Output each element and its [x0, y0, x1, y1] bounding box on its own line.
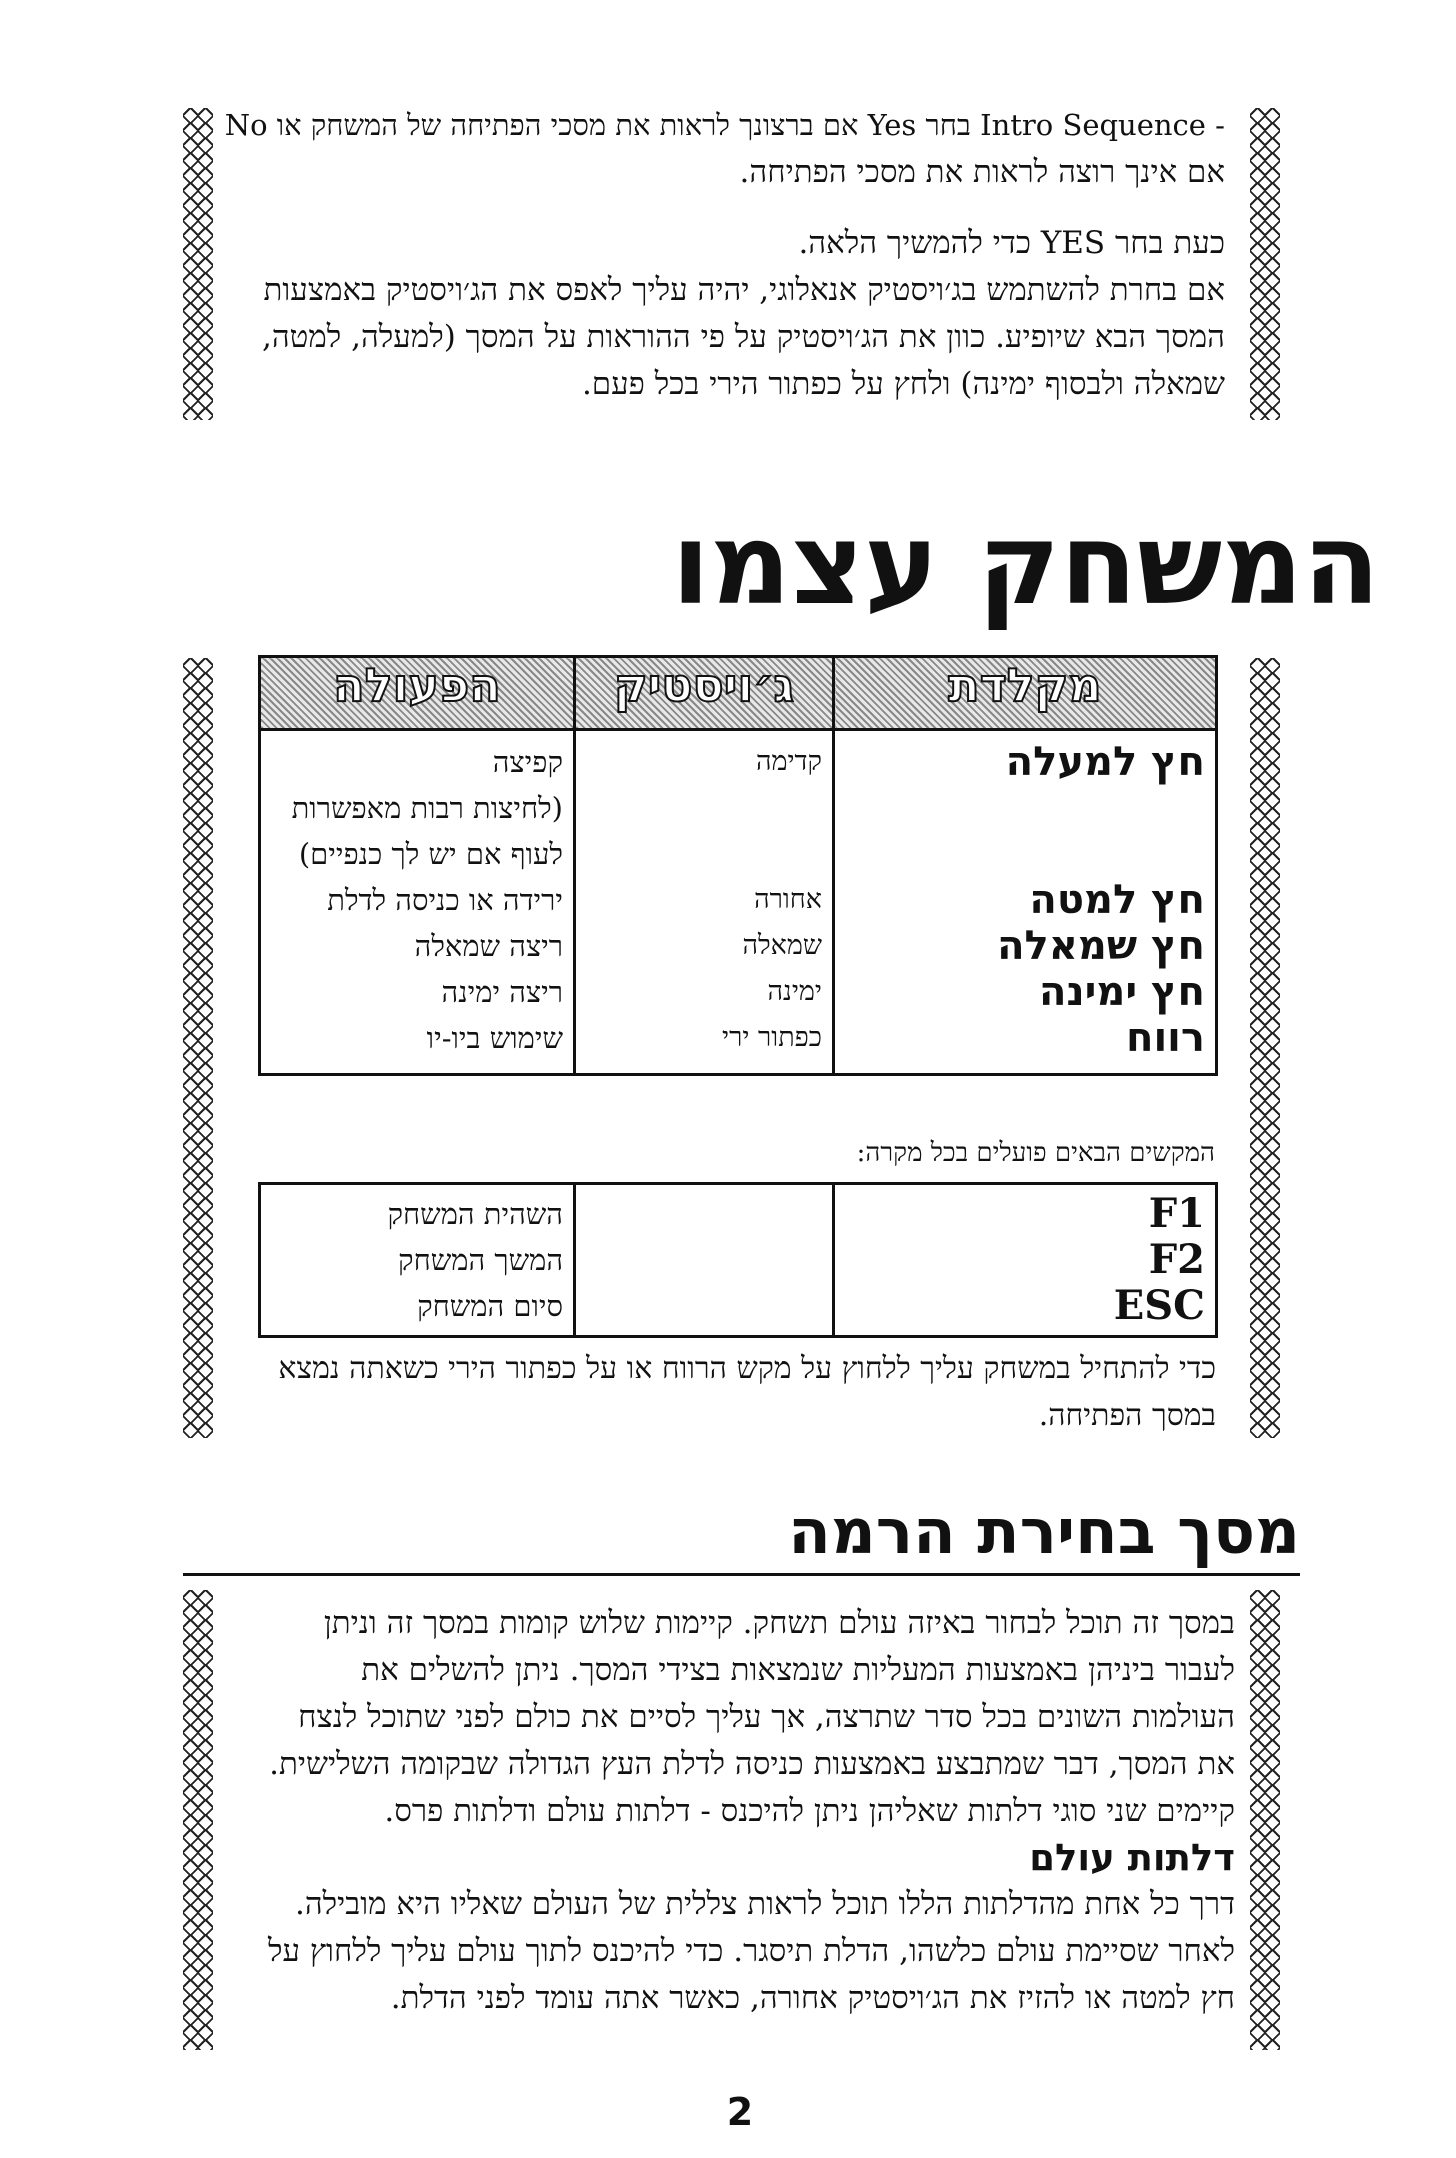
level-section-title: מסך בחירת הרמה [788, 1495, 1300, 1568]
fkeys-row [260, 1184, 1217, 1337]
key-spacer-1 [845, 785, 1205, 831]
joy-back: אחורה [754, 884, 822, 915]
action-run-left: ריצה שמאלה [414, 929, 563, 963]
fkeys-joystick-column [575, 1184, 834, 1337]
fkeys-table [258, 1182, 1218, 1338]
header-keyboard: מקלדת [834, 657, 1217, 730]
intro-line-2: אם אינך רוצה לראות את מסכי הפתיחה. [739, 154, 1225, 190]
intro-line-6: שמאלה ולבסוף ימינה) ולחץ על כפתור הירי בכל פעם. [581, 366, 1225, 402]
keyboard-column [834, 730, 1217, 1075]
controls-table [258, 655, 1218, 1076]
world-doors-line-1: דרך כל אחת מהדלתות הללו תוכל לראות צללית של העולם שאליו היא מובילה. [294, 1886, 1235, 1922]
world-doors-line-2: לאחר שסיימת עולם כלשהו, הדלת תיסגר. כדי להיכנס לתוך עולם עליך ללחוץ על [268, 1933, 1235, 1969]
key-right: חץ ימינה [1039, 969, 1205, 1015]
controls-body-row [260, 730, 1217, 1075]
game-title: המשחק עצמו [671, 500, 1380, 630]
page-number: 2 [726, 2090, 754, 2134]
joy-spacer-2 [586, 831, 822, 877]
fkeys-key-column [834, 1184, 1217, 1337]
world-doors-line-3: חץ למטה או להזיז את הג׳ויסטיק אחורה, כאשר אתה עומד לפני הדלת. [390, 1980, 1235, 2016]
key-space: רווח [1125, 1015, 1205, 1061]
fkey-resume: המשך המשחק [398, 1243, 563, 1277]
intro-line-1: - Intro Sequence בחר Yes אם ברצונך לראות את מסכי הפתיחה של המשחק או No [224, 108, 1225, 142]
action-jump-note-1: (לחיצות רבות מאפשרות [291, 791, 563, 825]
level-para-line-4: את המסך, דבר שמתבצע באמצעות כניסה לדלת העץ הגדולה שבקומה השלישית. [269, 1746, 1235, 1782]
intro-line-5: המסך הבא שיופיע. כוון את הג׳ויסטיק על פי ההוראות על המסך (למעלה, למטה, [261, 319, 1225, 355]
key-up: חץ למעלה [1005, 739, 1205, 785]
fkey-quit: סיום המשחק [417, 1289, 563, 1323]
controls-header-row [260, 657, 1217, 730]
action-down: ירידה או כניסה לדלת [327, 883, 563, 917]
joy-fire: כפתור ירי [722, 1022, 822, 1053]
level-para-line-2: לעבור ביניהן באמצעות המעליות שנמצאות בצידי המסך. ניתן להשלים את [361, 1652, 1235, 1688]
key-spacer-2 [845, 831, 1205, 877]
start-note [258, 1345, 1216, 1439]
header-joystick: ג׳ויסטיק [575, 657, 834, 730]
header-action: הפעולה [260, 657, 575, 730]
left-border-bottom [183, 1590, 213, 2050]
action-jump-note-2: לעוף אם יש לך כנפיים) [298, 837, 563, 871]
start-note-line-1: כדי להתחיל במשחק עליך ללחוץ על מקש הרווח או על כפתור הירי כשאתה נמצא [278, 1351, 1216, 1386]
joy-right: ימינה [767, 976, 822, 1007]
left-border-middle [183, 658, 213, 1438]
key-left: חץ שמאלה [997, 923, 1205, 969]
level-para-line-5: קיימים שני סוגי דלתות שאליהן ניתן להיכנס - דלתות עולם ודלתות פרס. [384, 1793, 1235, 1829]
fkeys-action-column [260, 1184, 575, 1337]
joystick-column [575, 730, 834, 1075]
key-down: חץ למטה [1029, 877, 1205, 923]
intro-line-4: אם בחרת להשתמש בג׳ויסטיק אנאלוגי, יהיה עליך לאפס את הג׳ויסטיק באמצעות [263, 272, 1225, 308]
right-border-middle [1250, 658, 1280, 1438]
world-doors-subtitle: דלתות עולם [1029, 1836, 1235, 1879]
fkey-f1: F1 [1148, 1190, 1205, 1237]
fkey-esc: ESC [1113, 1282, 1205, 1329]
joy-left: שמאלה [742, 930, 822, 961]
fkey-f2: F2 [1148, 1236, 1205, 1283]
joy-forward: קדימה [755, 746, 822, 777]
start-note-line-2: במסך הפתיחה. [1038, 1398, 1216, 1433]
level-para-line-1: במסך זה תוכל לבחור באיזה עולם תשחק. קיימות שלוש קומות במסך זה וניתן [323, 1605, 1235, 1641]
right-border-bottom [1250, 1590, 1280, 2050]
action-yoyo: שימוש ביו-יו [426, 1021, 563, 1055]
intro-block [224, 102, 1225, 408]
intro-line-3: כעת בחר YES כדי להמשיך הלאה. [798, 225, 1225, 261]
section-rule [183, 1573, 1300, 1576]
action-run-right: ריצה ימינה [441, 975, 563, 1009]
always-note: המקשים הבאים פועלים בכל מקרה: [856, 1138, 1215, 1168]
left-border-top [183, 108, 213, 420]
action-jump: קפיצה [492, 745, 563, 779]
joy-spacer-1 [586, 785, 822, 831]
level-para-line-3: העולמות השונים בכל סדר שתרצה, אך עליך לסיים את כולם לפני שתוכל לנצח [298, 1699, 1235, 1735]
right-border-top [1250, 108, 1280, 420]
level-paragraph [230, 1600, 1235, 2022]
fkey-pause: השהית המשחק [387, 1197, 563, 1231]
action-column [260, 730, 575, 1075]
